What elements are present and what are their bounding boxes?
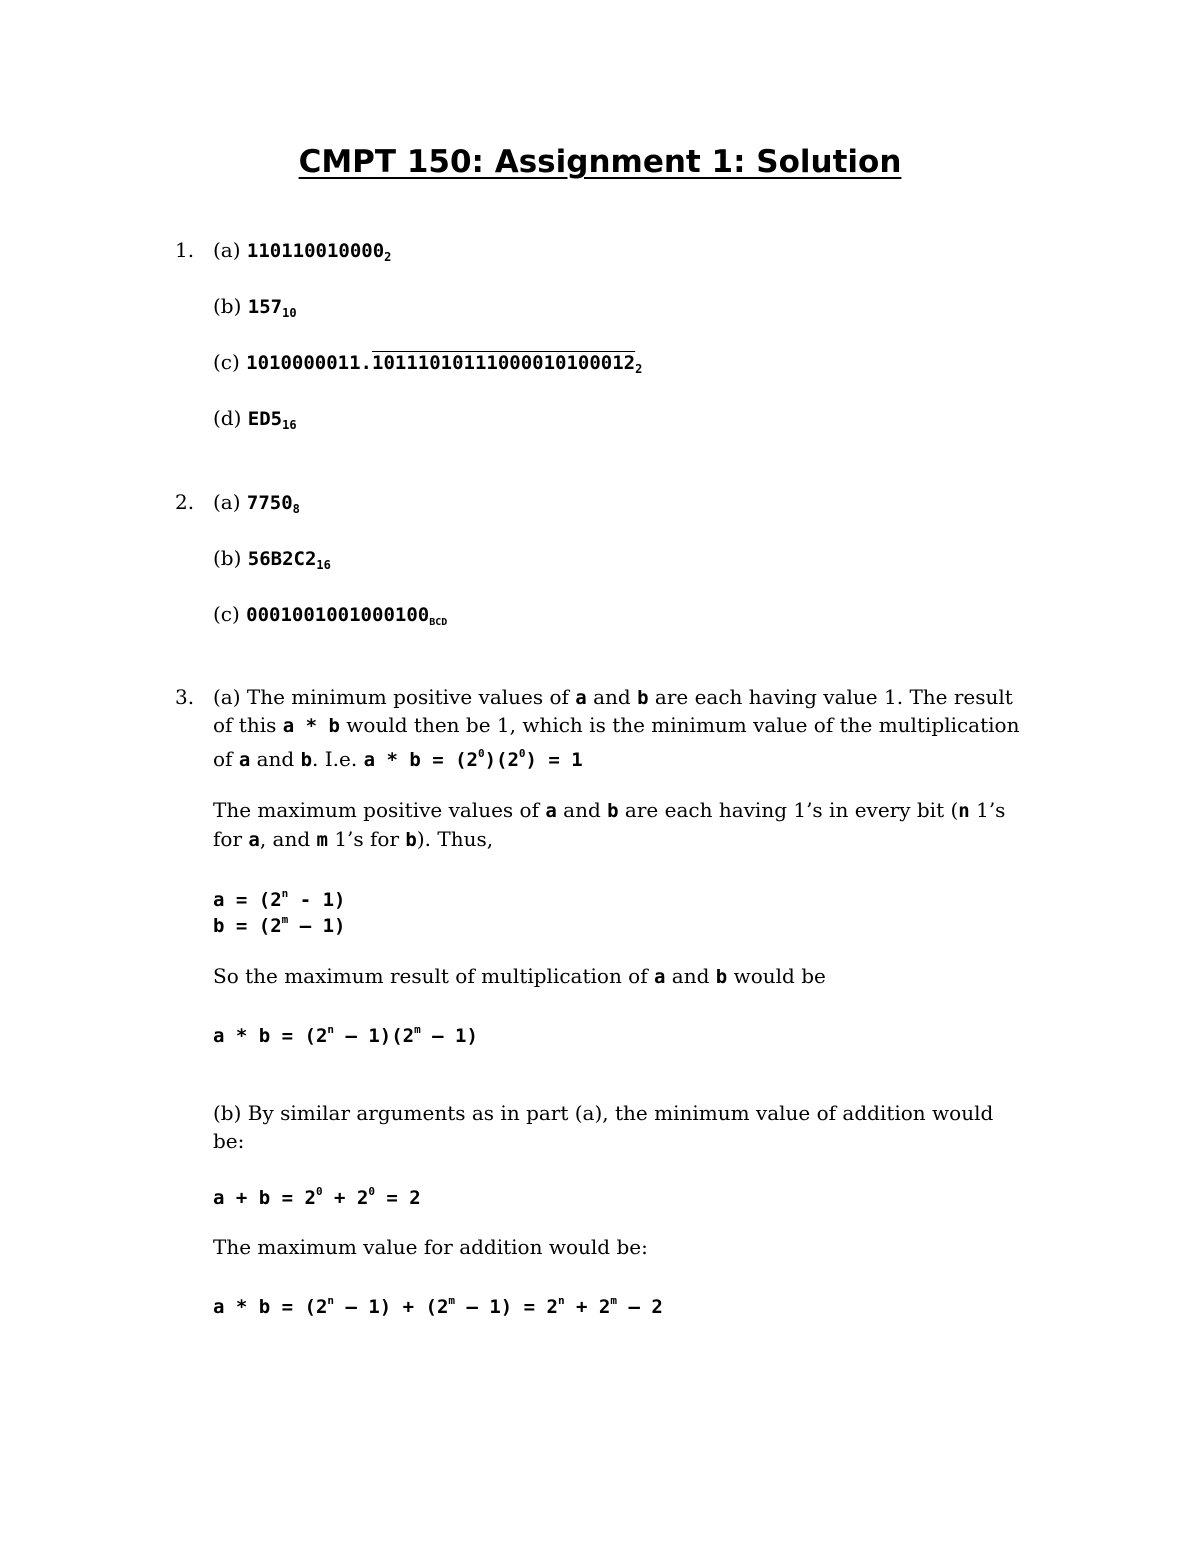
q2-c: (c) $0001001001000100_{BCD}$ <box>213 602 448 628</box>
q2-a: (a) $7750_8$ <box>213 490 300 516</box>
question-number-3: 3. <box>175 685 195 709</box>
min-addition-equation: $a + b = 2^0 + 2^0 = 2$ <box>213 1185 421 1209</box>
q3-b-line-2: be: <box>213 1129 245 1153</box>
min-multiplication-equation: $a * b = (2^0)(2^0) = 1$ <box>363 747 583 771</box>
max-multiplication-equation: $a * b = (2^n - 1)(2^m - 1)$ <box>213 1023 478 1047</box>
question-number-2: 2. <box>175 490 195 514</box>
q2-b: (b) $56B2C2_{16}$ <box>213 546 331 572</box>
q3-so-line: So the maximum result of multiplication of a and b would be <box>213 964 826 988</box>
q3-a-line-2: of this a * b would then be 1, which is the minimum value of the multiplication <box>213 713 1020 737</box>
q1-b: (b) $157_{10}$ <box>213 294 297 320</box>
q1-d: (d) $ED5_{16}$ <box>213 406 297 432</box>
max-addition-equation: $a * b = (2^n - 1) + (2^m - 1) = 2^n + 2^m - 2$ <box>213 1294 663 1318</box>
q3-max-line-2: for a, and m 1’s for b). Thus, <box>213 827 494 851</box>
q3-max-line-1: The maximum positive values of a and b are each having 1’s in every bit (n 1’s <box>213 798 1006 822</box>
q3-a-line-3: of a and b. I.e. $a * b = (2^0)(2^0) = 1$ <box>213 747 583 771</box>
question-number-1: 1. <box>175 238 195 262</box>
q1-c: (c) $1010000011.10111010111000010100012_2$ <box>213 350 643 376</box>
equation-b-max: $b = (2^m - 1)$ <box>213 913 346 937</box>
page-title: CMPT 150: Assignment 1: Solution <box>298 144 902 180</box>
q3-b-line-1: (b) By similar arguments as in part (a), the minimum value of addition would <box>213 1101 994 1125</box>
q1-a: (a) $110110010000_2$ <box>213 238 392 264</box>
repeating-fraction: 10111010111000010100012 <box>372 352 636 374</box>
q3-max-add-text: The maximum value for addition would be: <box>213 1235 648 1259</box>
q3-a-line-1: (a) The minimum positive values of a and b are each having value 1. The result <box>213 685 1013 709</box>
equation-a-max: $a = (2^n - 1)$ <box>213 887 346 911</box>
